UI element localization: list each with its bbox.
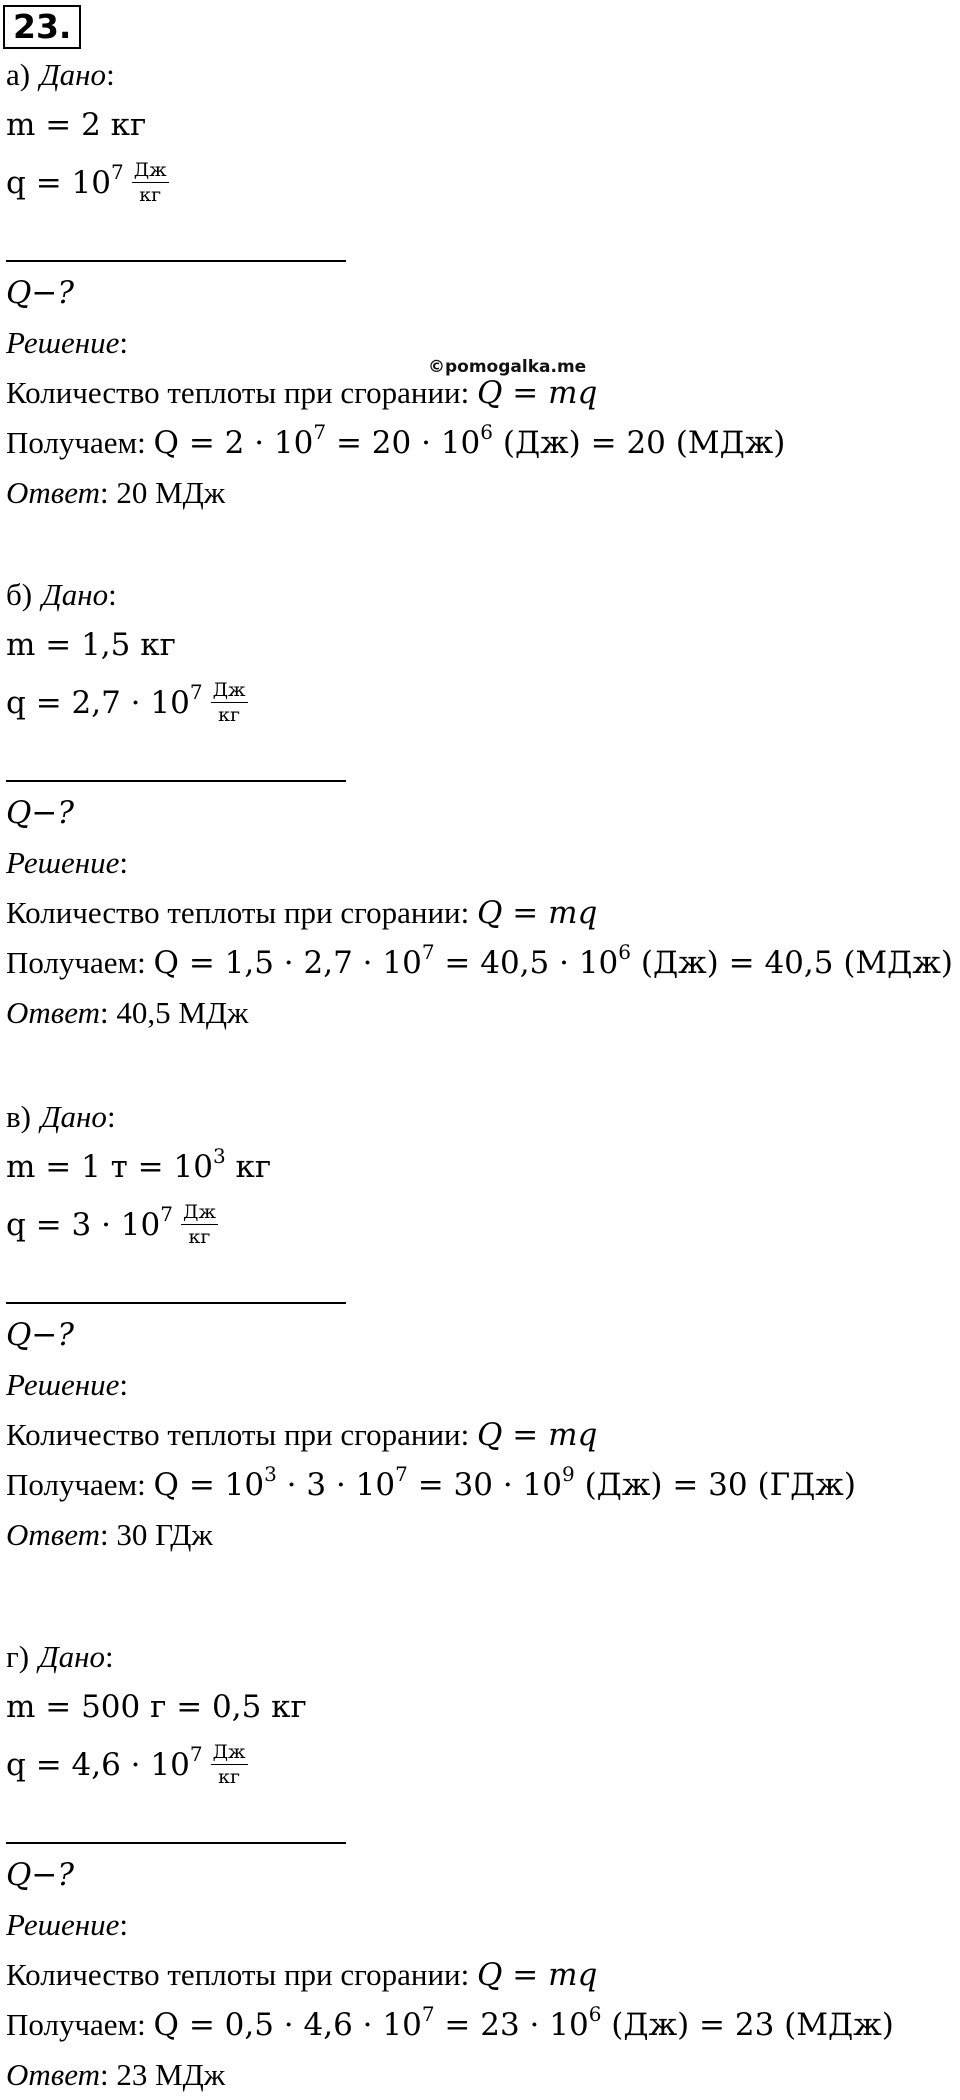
unit-numerator: Дж (212, 1741, 246, 1763)
unit-numerator: Дж (212, 679, 246, 701)
result-segment: (Дж) = 30 (ГДж) (574, 1467, 856, 1503)
formula-math: Q = mq (477, 895, 598, 931)
formula-text: Количество теплоты при сгорании: (6, 1957, 477, 1992)
solution-heading: Решение: (6, 1367, 128, 1402)
unknown-line (6, 1855, 74, 1895)
result-exponent: 6 (588, 2002, 602, 2026)
part-letter: в) (6, 1099, 31, 1134)
solution-label: Решение (6, 845, 120, 880)
heat-exponent: 7 (189, 680, 203, 704)
answer-label: Ответ (6, 475, 100, 510)
result-exponent: 7 (395, 1462, 408, 1486)
answer-line: Ответ: 40,5 МДж (6, 995, 249, 1030)
mass-exponent: 3 (212, 1144, 226, 1168)
unit-fraction (181, 1200, 218, 1249)
result-expression (153, 940, 953, 981)
given-line: г) Дано: (6, 1639, 114, 1674)
formula-line (6, 1415, 597, 1455)
unknown-line (6, 793, 74, 833)
mass-line (6, 105, 146, 145)
result-expression (153, 420, 786, 461)
unit-denominator: кг (188, 1226, 211, 1248)
given-label: Дано (40, 1099, 107, 1134)
given-separator (6, 1842, 346, 1844)
heat-value: q = 4,6 · 10 (6, 1747, 190, 1783)
given-label: Дано (41, 577, 109, 612)
given-label: Дано (38, 1639, 106, 1674)
formula-line (6, 1955, 597, 1995)
formula-line (6, 893, 597, 933)
heat-value: q = 2,7 · 10 (6, 685, 190, 721)
given-line: в) Дано: (6, 1099, 116, 1134)
result-prefix: Получаем: (6, 2007, 154, 2042)
result-prefix: Получаем: (6, 1467, 154, 1502)
given-line: б) Дано: (6, 577, 117, 612)
unit-denominator: кг (218, 704, 240, 726)
watermark: ©pomogalka.me (428, 357, 587, 377)
unit-numerator: Дж (183, 1201, 216, 1223)
answer-value: 20 МДж (116, 475, 226, 510)
result-segment: = 23 · 10 (434, 2007, 589, 2043)
unknown-label: Q−? (6, 275, 75, 311)
solution-label: Решение (6, 325, 120, 360)
result-line (6, 940, 953, 983)
answer-value: 30 ГДж (116, 1517, 213, 1552)
answer-label: Ответ (6, 1517, 100, 1552)
answer-line: Ответ: 20 МДж (6, 475, 226, 510)
result-prefix: Получаем: (6, 425, 154, 460)
heat-exponent: 7 (160, 1202, 173, 1226)
formula-text: Количество теплоты при сгорании: (6, 1417, 477, 1452)
result-line (6, 1462, 856, 1505)
answer-label: Ответ (6, 2057, 100, 2092)
result-exponent: 7 (421, 940, 435, 964)
solution-heading: Решение: (6, 845, 128, 880)
result-segment: Q = 2 · 10 (153, 425, 314, 461)
result-segment: (Дж) = 20 (МДж) (493, 425, 786, 461)
unit-numerator: Дж (133, 159, 167, 181)
problem-number: 23. (3, 5, 81, 49)
result-exponent: 6 (618, 940, 632, 964)
formula-math: Q = mq (477, 375, 598, 411)
given-separator (6, 780, 346, 782)
mass-line (6, 1687, 307, 1727)
answer-value: 23 МДж (116, 2057, 226, 2092)
formula-line (6, 373, 597, 413)
unknown-label: Q−? (6, 1857, 75, 1893)
result-segment: = 30 · 10 (407, 1467, 562, 1503)
unknown-line (6, 1315, 74, 1355)
heat-value: q = 3 · 10 (6, 1207, 161, 1243)
heat-value-line (6, 1742, 248, 1791)
mass-value: m = 1,5 кг (6, 627, 176, 663)
heat-value-line (6, 1202, 218, 1251)
mass-line (6, 1144, 272, 1187)
heat-exponent: 7 (110, 160, 124, 184)
given-label: Дано (39, 57, 107, 92)
result-segment: Q = 1,5 · 2,7 · 10 (153, 945, 422, 981)
result-exponent: 7 (313, 420, 327, 444)
result-segment: Q = 0,5 · 4,6 · 10 (153, 2007, 422, 2043)
formula-math: Q = mq (477, 1957, 598, 1993)
answer-label: Ответ (6, 995, 100, 1030)
unit-fraction (211, 678, 248, 727)
heat-value-line (6, 680, 248, 729)
result-expression (153, 2002, 894, 2043)
result-segment: (Дж) = 40,5 (МДж) (631, 945, 953, 981)
unknown-line (6, 273, 74, 313)
heat-value-line (6, 160, 169, 209)
formula-math: Q = mq (477, 1417, 598, 1453)
given-separator (6, 1302, 346, 1304)
solution-heading: Решение: (6, 1907, 128, 1942)
result-prefix: Получаем: (6, 945, 154, 980)
result-exponent: 7 (421, 2002, 435, 2026)
mass-line (6, 625, 176, 665)
formula-text: Количество теплоты при сгорании: (6, 375, 477, 410)
given-separator (6, 260, 346, 262)
unit-fraction (132, 158, 169, 207)
unknown-label: Q−? (6, 795, 75, 831)
solution-label: Решение (6, 1907, 120, 1942)
part-letter: г) (6, 1639, 30, 1674)
result-exponent: 6 (480, 420, 493, 444)
result-segment: (Дж) = 23 (МДж) (601, 2007, 894, 2043)
result-segment: · 3 · 10 (276, 1467, 396, 1503)
result-expression (153, 1462, 856, 1503)
mass-value: m = 1 т = 10 (6, 1149, 213, 1185)
answer-value: 40,5 МДж (116, 995, 249, 1030)
part-letter: а) (6, 57, 31, 92)
mass-value: m = 500 г = 0,5 кг (6, 1689, 307, 1725)
result-line (6, 420, 786, 463)
answer-line: Ответ: 30 ГДж (6, 1517, 213, 1552)
result-line (6, 2002, 894, 2045)
heat-value: q = 10 (6, 165, 111, 201)
result-segment: Q = 10 (153, 1467, 265, 1503)
mass-value: m = 2 кг (6, 107, 147, 143)
solution-label: Решение (6, 1367, 120, 1402)
unit-fraction (211, 1740, 248, 1789)
mass-unit: кг (225, 1149, 272, 1185)
result-segment: = 20 · 10 (326, 425, 481, 461)
result-exponent: 3 (264, 1462, 277, 1486)
given-line: а) Дано: (6, 57, 115, 92)
solution-heading: Решение: (6, 325, 128, 360)
unit-denominator: кг (218, 1766, 240, 1788)
answer-line: Ответ: 23 МДж (6, 2057, 226, 2092)
heat-exponent: 7 (189, 1742, 203, 1766)
result-exponent: 9 (562, 1462, 575, 1486)
unknown-label: Q−? (6, 1317, 75, 1353)
result-segment: = 40,5 · 10 (434, 945, 619, 981)
formula-text: Количество теплоты при сгорании: (6, 895, 477, 930)
unit-denominator: кг (139, 184, 162, 206)
part-letter: б) (6, 577, 33, 612)
